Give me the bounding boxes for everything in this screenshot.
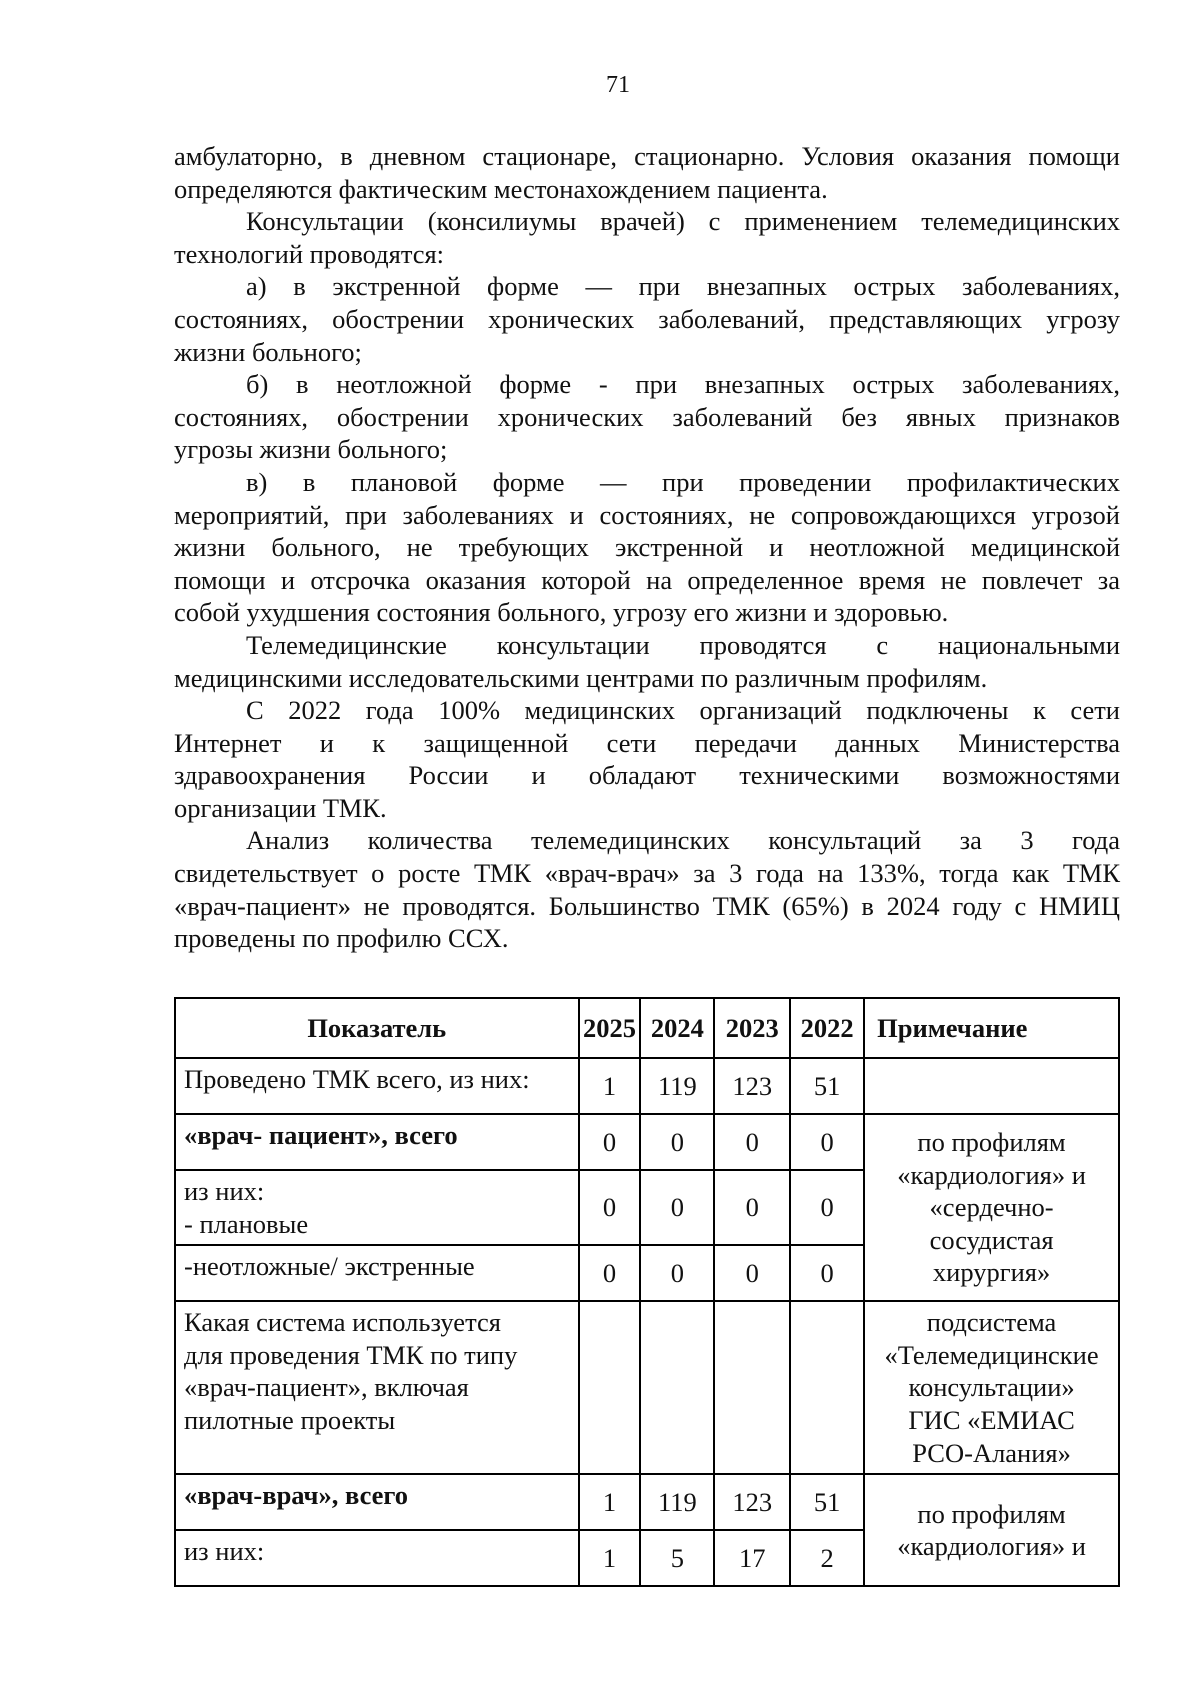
text-line: в) в плановой форме — при проведении профилактических	[246, 466, 1120, 497]
note-line: РСО-Алания»	[912, 1437, 1071, 1468]
cell-value: 51	[790, 1474, 864, 1530]
text-line: помощи и отсрочка оказания которой на определенное время не повлечет за	[174, 564, 1120, 595]
cell-value: 1	[579, 1058, 641, 1114]
text-line: собой ухудшения состояния больного, угрозу его жизни и здоровью.	[174, 597, 949, 628]
text-line: Интернет и к защищенной сети передачи данных Министерства	[174, 727, 1120, 758]
cell-value: 0	[579, 1245, 641, 1301]
cell-value: 0	[640, 1170, 714, 1245]
note-line: хирургия»	[932, 1257, 1051, 1288]
row-label-line: пилотные проекты	[184, 1404, 396, 1435]
paragraph	[174, 368, 1120, 466]
cell-value: 0	[790, 1245, 864, 1301]
cell-value: 0	[640, 1114, 714, 1170]
text-line: мероприятий, при заболеваниях и состояниях, не сопровождающихся угрозой	[174, 499, 1120, 530]
text-line: амбулаторно, в дневном стационаре, стационарно. Условия оказания помощи	[174, 141, 1120, 171]
table-row	[175, 1114, 1119, 1170]
cell-note	[864, 1301, 1119, 1474]
text-line: жизни больного;	[174, 336, 362, 367]
note-line: «Телемедицинские	[884, 1339, 1099, 1370]
cell-value: 0	[714, 1245, 790, 1301]
note-line: консультации»	[908, 1372, 1075, 1403]
cell-value: 0	[714, 1114, 790, 1170]
text-line: свидетельствует о росте ТМК «врач-врач» за 3 года на 133%, тогда как ТМК	[174, 858, 1120, 889]
note-line: «сердечно-	[929, 1192, 1054, 1223]
cell-value: 5	[640, 1530, 714, 1586]
text-line: проведены по профилю ССХ.	[174, 923, 509, 954]
paragraph	[174, 824, 1120, 954]
paragraph	[174, 205, 1120, 270]
row-label-line: - плановые	[184, 1208, 309, 1239]
body-text	[174, 140, 1120, 955]
row-label: «врач- пациент», всего	[175, 1114, 579, 1170]
row-label-line: «врач-пациент», включая	[184, 1372, 469, 1403]
note-line: по профилям	[917, 1498, 1066, 1529]
row-label-line: из них:	[184, 1176, 265, 1206]
row-label	[175, 1170, 579, 1245]
cell-value	[640, 1301, 714, 1474]
note-line: по профилям	[917, 1127, 1066, 1158]
cell-value	[790, 1301, 864, 1474]
header-indicator: Показатель	[175, 998, 579, 1058]
header-year: 2024	[640, 998, 714, 1058]
text-line: С 2022 года 100% медицинских организаций подключены к сети	[246, 695, 1120, 726]
cell-value: 1	[579, 1474, 641, 1530]
cell-value: 0	[790, 1114, 864, 1170]
table-row	[175, 1301, 1119, 1474]
cell-value: 119	[640, 1058, 714, 1114]
note-line: «кардиология» и	[897, 1531, 1086, 1562]
row-label: «врач-врач», всего	[175, 1474, 579, 1530]
page-number: 71	[606, 72, 630, 98]
paragraph	[174, 629, 1120, 694]
cell-note	[864, 1114, 1119, 1301]
text-line: состояниях, обострении хронических заболеваний без явных признаков	[174, 401, 1120, 432]
paragraph	[174, 694, 1120, 824]
text-line: Консультации (консилиумы врачей) с применением телемедицинских	[246, 206, 1120, 237]
header-year: 2022	[790, 998, 864, 1058]
text-line: а) в экстренной форме — при внезапных острых заболеваниях,	[246, 271, 1120, 302]
cell-value: 123	[714, 1058, 790, 1114]
header-year: 2023	[714, 998, 790, 1058]
row-label: Проведено ТМК всего, из них:	[175, 1058, 579, 1114]
cell-value: 51	[790, 1058, 864, 1114]
text-line: Телемедицинские консультации проводятся с национальными	[246, 629, 1120, 660]
note-line: сосудистая	[929, 1224, 1054, 1255]
text-line: угрозы жизни больного;	[174, 434, 448, 465]
text-line: «врач-пациент» не проводятся. Большинство ТМК (65%) в 2024 году с НМИЦ	[174, 890, 1120, 921]
tmk-table	[174, 997, 1120, 1587]
cell-value: 0	[714, 1170, 790, 1245]
header-note: Примечание	[864, 998, 1119, 1058]
header-year: 2025	[579, 998, 641, 1058]
cell-value	[579, 1301, 641, 1474]
cell-note	[864, 1474, 1119, 1586]
cell-value: 119	[640, 1474, 714, 1530]
table-header-row	[175, 998, 1119, 1058]
cell-value: 0	[790, 1170, 864, 1245]
cell-value: 17	[714, 1530, 790, 1586]
cell-value: 2	[790, 1530, 864, 1586]
table-row	[175, 1474, 1119, 1530]
cell-value: 0	[579, 1170, 641, 1245]
row-label-line: Какая система используется	[184, 1307, 501, 1338]
text-line: здравоохранения России и обладают техническими возможностями	[174, 760, 1120, 791]
note-line: подсистема	[926, 1307, 1057, 1338]
text-line: медицинскими исследовательскими центрами по различным профилям.	[174, 662, 988, 693]
text-line: Анализ количества телемедицинских консультаций за 3 года	[246, 825, 1120, 856]
paragraph	[174, 466, 1120, 629]
cell-value: 123	[714, 1474, 790, 1530]
cell-value	[714, 1301, 790, 1474]
cell-value: 1	[579, 1530, 641, 1586]
row-label	[175, 1301, 579, 1474]
text-line: технологий проводятся:	[174, 238, 445, 269]
row-label-line: для проведения ТМК по типу	[184, 1339, 518, 1370]
table-row	[175, 1058, 1119, 1114]
paragraph	[174, 270, 1120, 368]
note-line: ГИС «ЕМИАС	[908, 1404, 1075, 1435]
cell-value: 0	[640, 1245, 714, 1301]
text-line: жизни больного, не требующих экстренной и неотложной медицинской	[174, 532, 1120, 563]
cell-note-empty	[864, 1058, 1119, 1114]
text-line: организации ТМК.	[174, 792, 387, 823]
text-line: состояниях, обострении хронических заболеваний, представляющих угрозу	[174, 303, 1120, 334]
cell-value: 0	[579, 1114, 641, 1170]
note-line: «кардиология» и	[897, 1159, 1086, 1190]
text-line: б) в неотложной форме - при внезапных острых заболеваниях,	[246, 369, 1120, 400]
text-line: определяются фактическим местонахождением пациента.	[174, 173, 828, 204]
row-label: из них:	[175, 1530, 579, 1586]
row-label: -неотложные/ экстренные	[175, 1245, 579, 1301]
paragraph	[174, 140, 1120, 205]
